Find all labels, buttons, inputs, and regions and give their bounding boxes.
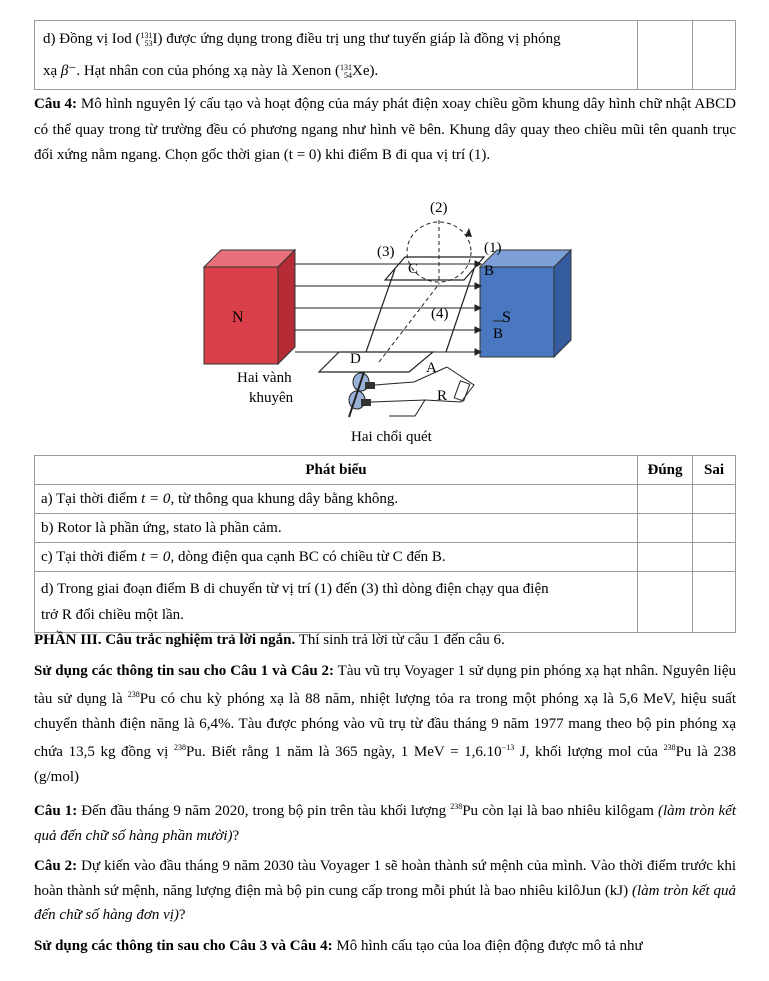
pos4-label: (4)	[431, 306, 449, 322]
coil-abcd	[319, 257, 484, 372]
false-answer-cell[interactable]	[693, 514, 736, 543]
section-title: PHẦN III. Câu trắc nghiệm trả lời ngắn.	[34, 632, 296, 648]
question-text: Mô hình nguyên lý cấu tạo và hoạt động của máy phát điện xoay chiều gồm khung dây hình chữ nhật ABCD có thể quay trong từ trường đều có phương ngang như hình vẽ bên. Khung dây quay theo chiều mũi tên quanh trục đối xứng nằm ngang. Chọn gốc thời gian (t = 0) khi điểm B đi qua vị trí (1).	[34, 96, 737, 163]
info-text: Tàu vũ trụ Voyager 1 sử dụng pin phóng xạ hạt nhân. Nguyên liệu tàu sử dụng là	[34, 662, 736, 707]
stmt-text: a) Tại thời điểm	[41, 490, 142, 507]
mass-number: 238	[173, 743, 186, 752]
exponent: −13	[501, 743, 515, 752]
info-label: Sử dụng các thông tin sau cho Câu 1 và Câu 2:	[34, 662, 335, 679]
statement-d-cell	[35, 21, 638, 90]
info-text: Mô hình cấu tạo của loa điện động được mô tả như	[332, 937, 643, 954]
header-statement: Phát biểu	[35, 456, 638, 485]
stmt-text: c) Tại thời điểm	[41, 548, 142, 565]
stmt-text: , dòng điện qua cạnh BC có chiều từ C đến B.	[170, 548, 446, 565]
question-label: Câu 4:	[34, 96, 78, 112]
element-symbol: Pu	[139, 691, 156, 707]
element-symbol: Pu	[185, 744, 202, 760]
info-paragraph	[34, 659, 736, 790]
question-text: Đến đầu tháng 9 năm 2020, trong bộ pin trên tàu khối lượng	[77, 803, 451, 819]
mass-number: 238	[450, 802, 463, 811]
stmt-text: xạ	[43, 63, 61, 79]
element-symbol: Pu	[675, 744, 692, 760]
pos2-label: (2)	[430, 200, 448, 216]
pos3-label: (3)	[377, 244, 395, 260]
statements-table	[34, 455, 736, 633]
part-3	[34, 628, 736, 958]
stmt-text: ) được ứng dụng trong điều trị ung thư tuyến giáp là đồng vị phóng	[157, 31, 561, 47]
table-header-row	[35, 456, 736, 485]
question-1	[34, 795, 736, 848]
false-answer-cell[interactable]	[693, 21, 736, 90]
false-answer-cell[interactable]	[693, 543, 736, 572]
table-row	[35, 485, 736, 514]
info-text: . Biết rằng 1 năm là 365 ngày,	[201, 744, 401, 760]
field-vector-label: B	[493, 326, 504, 342]
section-instruction: Thí sinh trả lời từ câu 1 đến câu 6.	[295, 632, 505, 648]
table-row	[35, 514, 736, 543]
iodine-notation	[141, 32, 153, 48]
question-text: Dự kiến vào đầu tháng 9 năm 2030 tàu Voyager 1 sẽ hoàn thành sứ mệnh của mình. Vào thời điểm trước khi hoàn thành sứ mệnh, năng lượng điện mà bộ pin cung cấp trong mỗi phút là bao nhiêu kilôJun (kJ)	[34, 858, 736, 899]
mass-number: 131	[339, 62, 352, 72]
atomic-number: 54	[343, 70, 352, 80]
header-false: Sai	[693, 456, 736, 485]
info-paragraph-2	[34, 934, 736, 959]
axis-line	[379, 284, 439, 362]
vertex-b-label: B	[484, 263, 495, 279]
field-lines	[295, 261, 481, 355]
table-row	[35, 572, 736, 633]
external-circuit	[371, 367, 474, 416]
rings-label-1: Hai vành	[237, 370, 292, 386]
xenon-notation	[340, 64, 352, 80]
generator-diagram	[199, 192, 599, 454]
question-text: ?	[232, 827, 240, 844]
true-answer-cell[interactable]	[638, 514, 693, 543]
rotation-arrow-icon	[465, 228, 472, 237]
question-2	[34, 854, 736, 928]
previous-question-table	[34, 20, 736, 90]
info-text: là 238 (g/mol)	[34, 744, 736, 785]
header-true: Đúng	[638, 456, 693, 485]
element-symbol: Xe	[351, 63, 370, 79]
pos1-label: (1)	[484, 240, 502, 256]
north-label: N	[232, 309, 244, 326]
element-symbol: Pu	[462, 803, 479, 819]
statement-b: b) Rotor là phần ứng, stato là phần cảm.	[35, 514, 638, 543]
statement-a	[35, 485, 638, 514]
question-4	[34, 92, 736, 169]
stmt-text: d) Đồng vị Iod (	[43, 31, 141, 47]
question-label: Câu 2:	[34, 858, 78, 874]
true-answer-cell[interactable]	[638, 543, 693, 572]
info-label: Sử dụng các thông tin sau cho Câu 3 và Câu 4:	[34, 937, 333, 954]
unit: J	[514, 744, 526, 760]
table-row	[35, 543, 736, 572]
north-magnet	[204, 250, 295, 364]
vertex-c-label: C	[408, 261, 419, 277]
statement-d	[35, 572, 638, 633]
vertex-a-label: A	[426, 360, 437, 376]
mev-conversion: 1 MeV = 1,6.10	[400, 744, 502, 760]
element-symbol: I	[152, 31, 158, 47]
generator-figure	[199, 192, 599, 454]
rounding-note: (làm tròn kết quả đến chữ số hàng đơn vị)	[34, 882, 736, 923]
brushes-label: Hai chổi quét	[351, 429, 432, 445]
true-answer-cell[interactable]	[638, 21, 693, 90]
info-text: có chu kỳ phóng xạ là 88 năm, nhiệt lượng tỏa ra trong một phóng xạ là 5,6 MeV, hiệu suất chuyển thành điện năng là 6,4%. Tàu được phóng vào vũ trụ từ đầu tháng 9 năm 1977 mang theo bộ pin phóng xạ chứa 13,5 kg đồng vị	[34, 691, 736, 760]
question-label: Câu 1:	[34, 803, 78, 819]
true-answer-cell[interactable]	[638, 485, 693, 514]
false-answer-cell[interactable]	[693, 572, 736, 633]
vertex-d-label: D	[350, 351, 361, 367]
stmt-text: . Hạt nhân con của phóng xạ này là Xenon (	[76, 63, 340, 79]
resistor-label: R	[437, 388, 448, 404]
question-text: ?	[178, 907, 186, 923]
south-label: S	[502, 309, 511, 326]
question-text: còn lại là bao nhiêu kilôgam	[478, 803, 658, 819]
slip-rings	[349, 372, 375, 417]
mass-number: 238	[663, 743, 676, 752]
stmt-text: d) Trong giai đoạn điểm B di chuyển từ vị trí (1) đến (3) thì dòng điện chạy qua điện	[41, 581, 549, 597]
math-t: t = 0	[141, 490, 171, 507]
mass-number: 238	[127, 690, 140, 699]
stmt-text: ).	[369, 63, 379, 79]
atomic-number: 53	[144, 38, 153, 48]
info-text: , khối lượng mol của	[525, 744, 664, 760]
math-t: t = 0	[141, 548, 171, 565]
stmt-text: trở R đổi chiều một lần.	[41, 607, 184, 623]
rounding-note: (làm tròn kết quả đến chữ số hàng phần mười)	[34, 803, 737, 844]
false-answer-cell[interactable]	[693, 485, 736, 514]
stmt-text: , từ thông qua khung dây bằng không.	[170, 490, 399, 507]
beta-symbol: β⁻	[60, 63, 77, 79]
true-answer-cell[interactable]	[638, 572, 693, 633]
rings-label-2: khuyên	[249, 390, 294, 406]
statement-c	[35, 543, 638, 572]
table-row	[35, 21, 736, 90]
mass-number: 131	[140, 30, 153, 40]
